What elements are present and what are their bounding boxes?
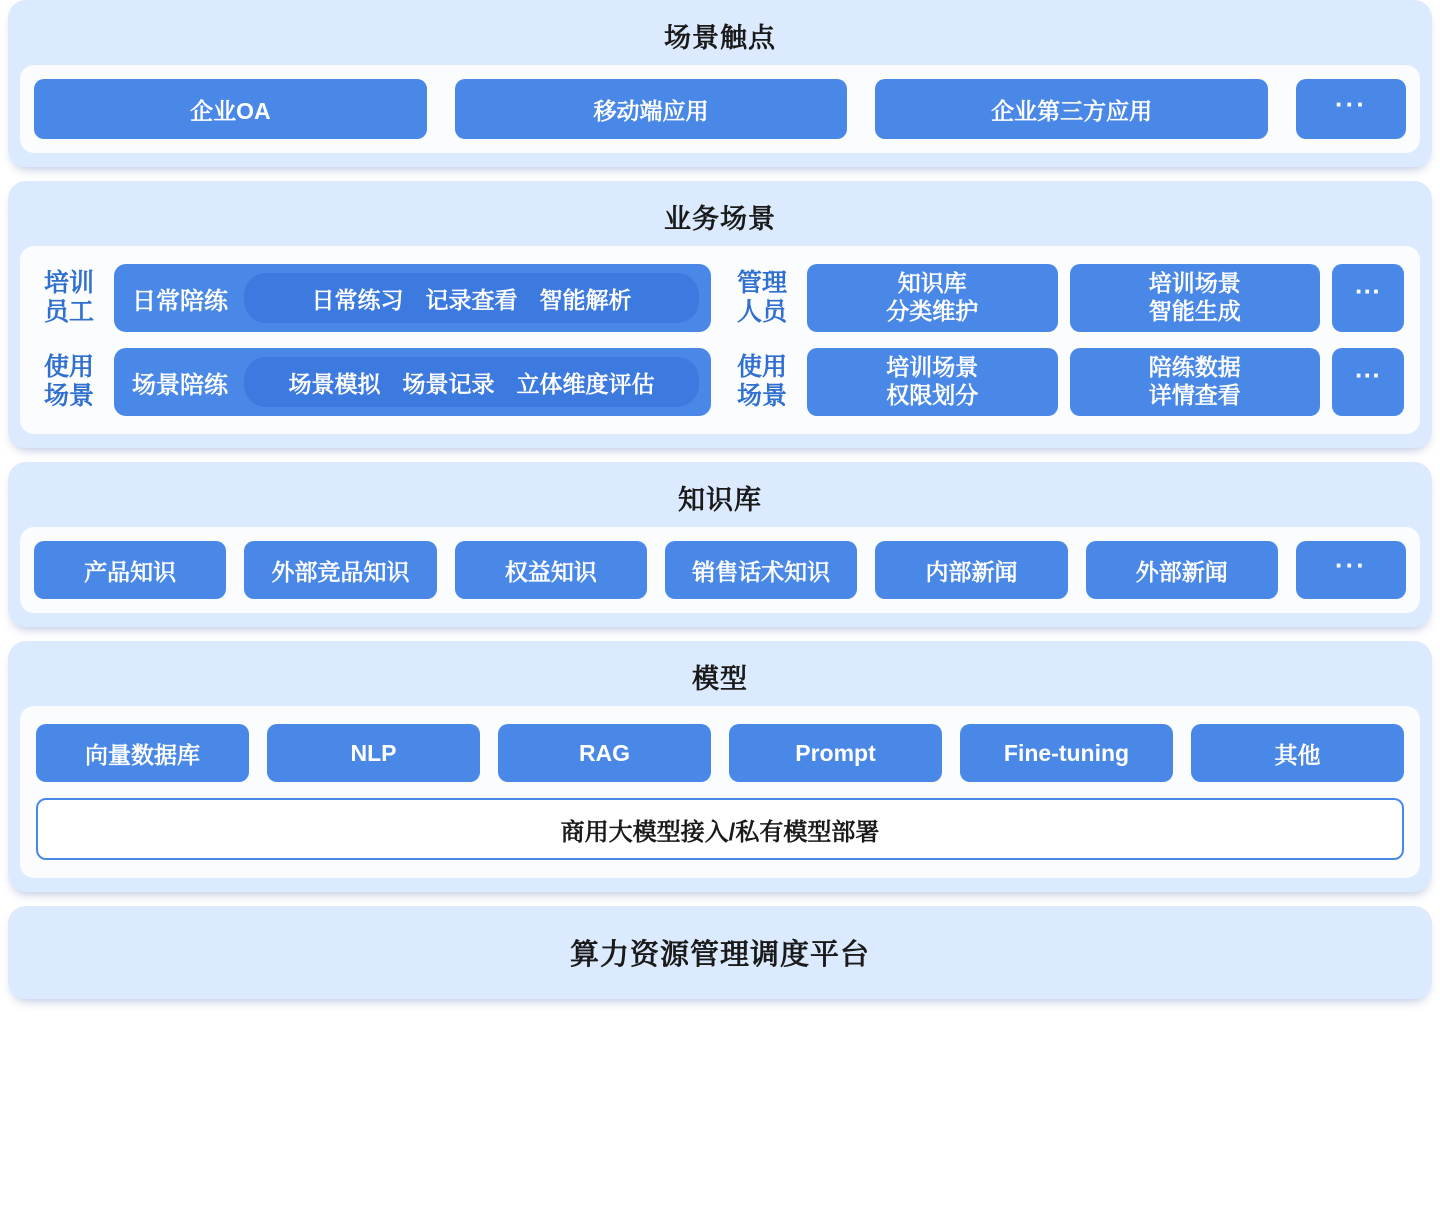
- layer-touchpoints: [8, 0, 1432, 167]
- role-label-usage-left-line2: 场景: [43, 382, 94, 410]
- role-label-admin-line2: 人员: [736, 298, 787, 326]
- role-label-usage-right-line2: 场景: [736, 382, 787, 410]
- box-training-scene-permission-line2: 权限划分: [886, 382, 979, 408]
- layer-title-business: 业务场景: [664, 204, 776, 234]
- role-label-admin-line1: 管理: [736, 269, 787, 298]
- layer-title-platform: 算力资源管理调度平台: [569, 939, 870, 971]
- knowledge-item-benefits[interactable]: 权益知识: [455, 541, 647, 599]
- layer-title-touchpoints: 场景触点: [664, 23, 776, 53]
- layer-model: [8, 641, 1432, 892]
- combo-head-daily-training: 日常陪练: [132, 287, 228, 315]
- knowledge-item-sales-script[interactable]: 销售话术知识: [665, 541, 857, 599]
- box-knowledge-category-line1: 知识库: [897, 270, 967, 297]
- layer-title-knowledge: 知识库: [678, 485, 762, 515]
- business-left-column: [36, 264, 711, 416]
- knowledge-item-more[interactable]: ···: [1296, 541, 1406, 599]
- box-usage-more[interactable]: ···: [1332, 348, 1404, 416]
- role-label-usage-left-line1: 使用: [43, 353, 94, 382]
- model-panel: [20, 706, 1420, 878]
- touchpoint-item-mobile[interactable]: 移动端应用: [455, 79, 848, 139]
- business-row-trainee: [36, 264, 711, 332]
- touchpoint-item-oa[interactable]: 企业OA: [34, 79, 427, 139]
- model-item-nlp[interactable]: NLP: [267, 724, 480, 782]
- role-label-usage-left: [36, 348, 102, 416]
- knowledge-item-external-news[interactable]: 外部新闻: [1086, 541, 1278, 599]
- layer-compute-platform: [8, 906, 1432, 999]
- layer-title-model: 模型: [692, 664, 748, 694]
- business-row-usage-left: [36, 348, 711, 416]
- box-training-scene-permission-line1: 培训场景: [886, 354, 979, 381]
- box-training-data-detail[interactable]: [1070, 348, 1321, 416]
- model-item-other[interactable]: 其他: [1191, 724, 1404, 782]
- role-label-usage-right: [729, 348, 795, 416]
- combo-scenario-training[interactable]: [114, 348, 711, 416]
- box-training-data-detail-line2: 详情查看: [1148, 382, 1241, 408]
- business-panel: [20, 246, 1420, 434]
- combo-sub-daily-training: [244, 273, 699, 323]
- role-label-trainee: [36, 264, 102, 332]
- role-label-usage-right-line1: 使用: [736, 353, 787, 382]
- model-row: [36, 724, 1404, 782]
- business-right-column: [729, 264, 1404, 416]
- role-label-admin: [729, 264, 795, 332]
- knowledge-item-internal-news[interactable]: 内部新闻: [875, 541, 1067, 599]
- combo-sub-scenario-training: [244, 357, 699, 407]
- sub-item-daily-practice[interactable]: 日常练习: [311, 286, 404, 313]
- business-row-usage-right: [729, 348, 1404, 416]
- box-training-scene-permission[interactable]: [807, 348, 1058, 416]
- model-item-rag[interactable]: RAG: [498, 724, 711, 782]
- model-item-prompt[interactable]: Prompt: [729, 724, 942, 782]
- box-knowledge-category-line2: 分类维护: [886, 298, 979, 324]
- layer-business-scenarios: [8, 181, 1432, 448]
- sub-item-scenario-record[interactable]: 场景记录: [402, 370, 495, 397]
- layer-knowledge-base: [8, 462, 1432, 627]
- model-item-vector-db[interactable]: 向量数据库: [36, 724, 249, 782]
- sub-item-scenario-simulation[interactable]: 场景模拟: [288, 370, 381, 397]
- knowledge-item-competitor[interactable]: 外部竞品知识: [244, 541, 436, 599]
- sub-item-smart-analysis[interactable]: 智能解析: [539, 286, 632, 313]
- box-admin-more[interactable]: ···: [1332, 264, 1404, 332]
- knowledge-item-product[interactable]: 产品知识: [34, 541, 226, 599]
- sub-item-record-view[interactable]: 记录查看: [425, 286, 518, 313]
- box-training-scene-generation[interactable]: [1070, 264, 1321, 332]
- role-label-trainee-line2: 员工: [43, 298, 94, 326]
- model-item-fine-tuning[interactable]: Fine-tuning: [960, 724, 1173, 782]
- box-training-scene-generation-line1: 培训场景: [1148, 270, 1241, 297]
- touchpoint-item-thirdparty[interactable]: 企业第三方应用: [875, 79, 1268, 139]
- sub-item-multidimensional-eval[interactable]: 立体维度评估: [516, 370, 655, 397]
- box-training-data-detail-line1: 陪练数据: [1148, 354, 1241, 381]
- box-knowledge-category-maintenance[interactable]: [807, 264, 1058, 332]
- role-label-trainee-line1: 培训: [43, 269, 94, 298]
- combo-head-scenario-training: 场景陪练: [132, 371, 228, 399]
- touchpoint-item-more[interactable]: ···: [1296, 79, 1406, 139]
- model-deployment-banner: 商用大模型接入/私有模型部署: [36, 798, 1404, 860]
- knowledge-row: [20, 527, 1420, 613]
- combo-daily-training[interactable]: [114, 264, 711, 332]
- touchpoints-row: [20, 65, 1420, 153]
- box-training-scene-generation-line2: 智能生成: [1148, 298, 1241, 324]
- business-row-admin: [729, 264, 1404, 332]
